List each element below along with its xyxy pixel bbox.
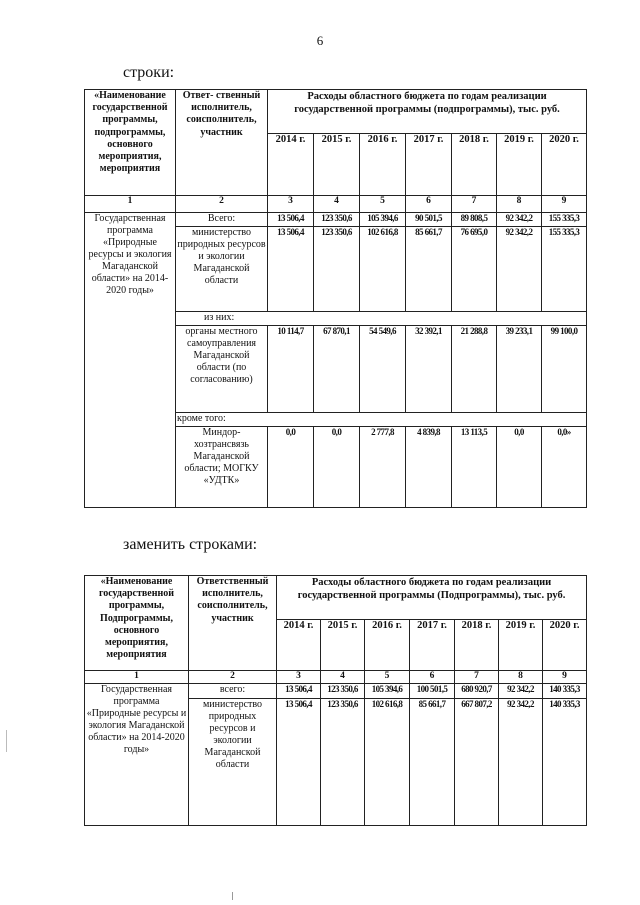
- new-rows-table: [84, 575, 587, 826]
- value-cell: 54 549,6: [360, 326, 406, 413]
- header-expenses: Расходы областного бюджета по годам реализации государственной программы (подпрограммы), тыс. руб.: [268, 90, 587, 134]
- value-cell: 92 342,2: [499, 684, 543, 699]
- value-cell: 0,0»: [542, 427, 587, 508]
- value-cell: 2 777,8: [360, 427, 406, 508]
- year-header: 2020 г.: [542, 134, 587, 196]
- column-number-row: [85, 671, 587, 684]
- value-cell: 92 342,2: [499, 699, 543, 826]
- executor-cell: министерство природных ресурсов и экологии Магаданской области: [189, 699, 277, 826]
- header-program-name: «Наименование государственной программы, Подпрограммы, основного мероприятия, мероприятия: [85, 576, 189, 671]
- year-header: 2018 г.: [455, 620, 499, 671]
- year-header: 2019 г.: [499, 620, 543, 671]
- value-cell: 0,0: [497, 427, 542, 508]
- value-cell: 155 335,3: [542, 213, 587, 227]
- value-cell: 4 839,8: [406, 427, 452, 508]
- column-number: 1: [85, 196, 176, 213]
- value-cell: 13 113,5: [452, 427, 497, 508]
- value-cell: 90 501,5: [406, 213, 452, 227]
- value-cell: 680 920,7: [455, 684, 499, 699]
- year-header: 2014 г.: [268, 134, 314, 196]
- executor-cell: министерство природных ресурсов и экологии Магаданской области: [176, 227, 268, 312]
- table-row: [85, 684, 587, 699]
- value-cell: 39 233,1: [497, 326, 542, 413]
- program-name-cell: Государственная программа «Природные ресурсы и экология Магаданской области» на 2014-2020 годы»: [85, 684, 189, 826]
- value-cell: 140 335,3: [543, 684, 587, 699]
- header-executor: Ответственный исполнитель, соисполнитель, участник: [189, 576, 277, 671]
- value-cell: 21 288,8: [452, 326, 497, 413]
- column-number: 7: [452, 196, 497, 213]
- value-cell: 13 506,4: [268, 213, 314, 227]
- value-cell: 0,0: [314, 427, 360, 508]
- value-cell: 99 100,0: [542, 326, 587, 413]
- subgroup-label: кроме того:: [176, 413, 587, 427]
- column-number: 5: [360, 196, 406, 213]
- value-cell: 155 335,3: [542, 227, 587, 312]
- year-header: 2016 г.: [365, 620, 410, 671]
- program-name-cell: Государственная программа «Природные ресурсы и экология Магаданской области» на 2014-2020 годы»: [85, 213, 176, 508]
- scan-edge-mark: [6, 730, 7, 752]
- executor-cell: всего:: [189, 684, 277, 699]
- year-header: 2016 г.: [360, 134, 406, 196]
- column-number: 6: [406, 196, 452, 213]
- value-cell: 102 616,8: [365, 699, 410, 826]
- year-header: 2018 г.: [452, 134, 497, 196]
- executor-cell: Миндор-хозтрансвязь Магаданской области; МОГКУ «УДТК»: [176, 427, 268, 508]
- column-number: 2: [176, 196, 268, 213]
- column-number: 3: [277, 671, 321, 684]
- value-cell: 92 342,2: [497, 227, 542, 312]
- value-cell: 67 870,1: [314, 326, 360, 413]
- value-cell: 85 661,7: [410, 699, 455, 826]
- value-cell: 76 695,0: [452, 227, 497, 312]
- value-cell: 667 807,2: [455, 699, 499, 826]
- year-header: 2017 г.: [406, 134, 452, 196]
- column-number-row: [85, 196, 587, 213]
- value-cell: 123 350,6: [321, 684, 365, 699]
- header-expenses: Расходы областного бюджета по годам реализации государственной программы (Подпрограммы), тыс. руб.: [277, 576, 587, 620]
- value-cell: 32 392,1: [406, 326, 452, 413]
- value-cell: 105 394,6: [365, 684, 410, 699]
- column-number: 4: [321, 671, 365, 684]
- column-number: 5: [365, 671, 410, 684]
- subgroup-label: из них:: [176, 312, 587, 326]
- header-row: [85, 576, 587, 620]
- value-cell: 10 114,7: [268, 326, 314, 413]
- year-header: 2014 г.: [277, 620, 321, 671]
- header-row: [85, 90, 587, 134]
- year-header: 2020 г.: [543, 620, 587, 671]
- value-cell: 13 506,4: [277, 684, 321, 699]
- value-cell: 13 506,4: [277, 699, 321, 826]
- section-label-new: заменить строками:: [123, 536, 258, 553]
- header-program-name: «Наименование государственной программы, подпрограммы, основного мероприятия, мероприятия: [85, 90, 176, 196]
- year-header: 2015 г.: [314, 134, 360, 196]
- year-header: 2015 г.: [321, 620, 365, 671]
- executor-cell: органы местного самоуправления Магаданской области (по согласованию): [176, 326, 268, 413]
- table-row: [85, 213, 587, 227]
- executor-cell: Всего:: [176, 213, 268, 227]
- header-executor: Ответ- ственный исполнитель, соисполнитель, участник: [176, 90, 268, 196]
- column-number: 3: [268, 196, 314, 213]
- value-cell: 123 350,6: [321, 699, 365, 826]
- column-number: 8: [497, 196, 542, 213]
- value-cell: 100 501,5: [410, 684, 455, 699]
- value-cell: 102 616,8: [360, 227, 406, 312]
- value-cell: 92 342,2: [497, 213, 542, 227]
- value-cell: 13 506,4: [268, 227, 314, 312]
- column-number: 9: [543, 671, 587, 684]
- value-cell: 105 394,6: [360, 213, 406, 227]
- old-rows-table: [84, 89, 587, 508]
- column-number: 7: [455, 671, 499, 684]
- page-number: 6: [316, 33, 324, 48]
- section-label-old: строки:: [123, 64, 175, 81]
- column-number: 9: [542, 196, 587, 213]
- scan-artifact-mark: [232, 892, 233, 900]
- value-cell: 89 808,5: [452, 213, 497, 227]
- year-header: 2017 г.: [410, 620, 455, 671]
- year-header: 2019 г.: [497, 134, 542, 196]
- column-number: 4: [314, 196, 360, 213]
- value-cell: 123 350,6: [314, 227, 360, 312]
- column-number: 2: [189, 671, 277, 684]
- value-cell: 85 661,7: [406, 227, 452, 312]
- column-number: 8: [499, 671, 543, 684]
- column-number: 1: [85, 671, 189, 684]
- value-cell: 140 335,3: [543, 699, 587, 826]
- column-number: 6: [410, 671, 455, 684]
- value-cell: 123 350,6: [314, 213, 360, 227]
- value-cell: 0,0: [268, 427, 314, 508]
